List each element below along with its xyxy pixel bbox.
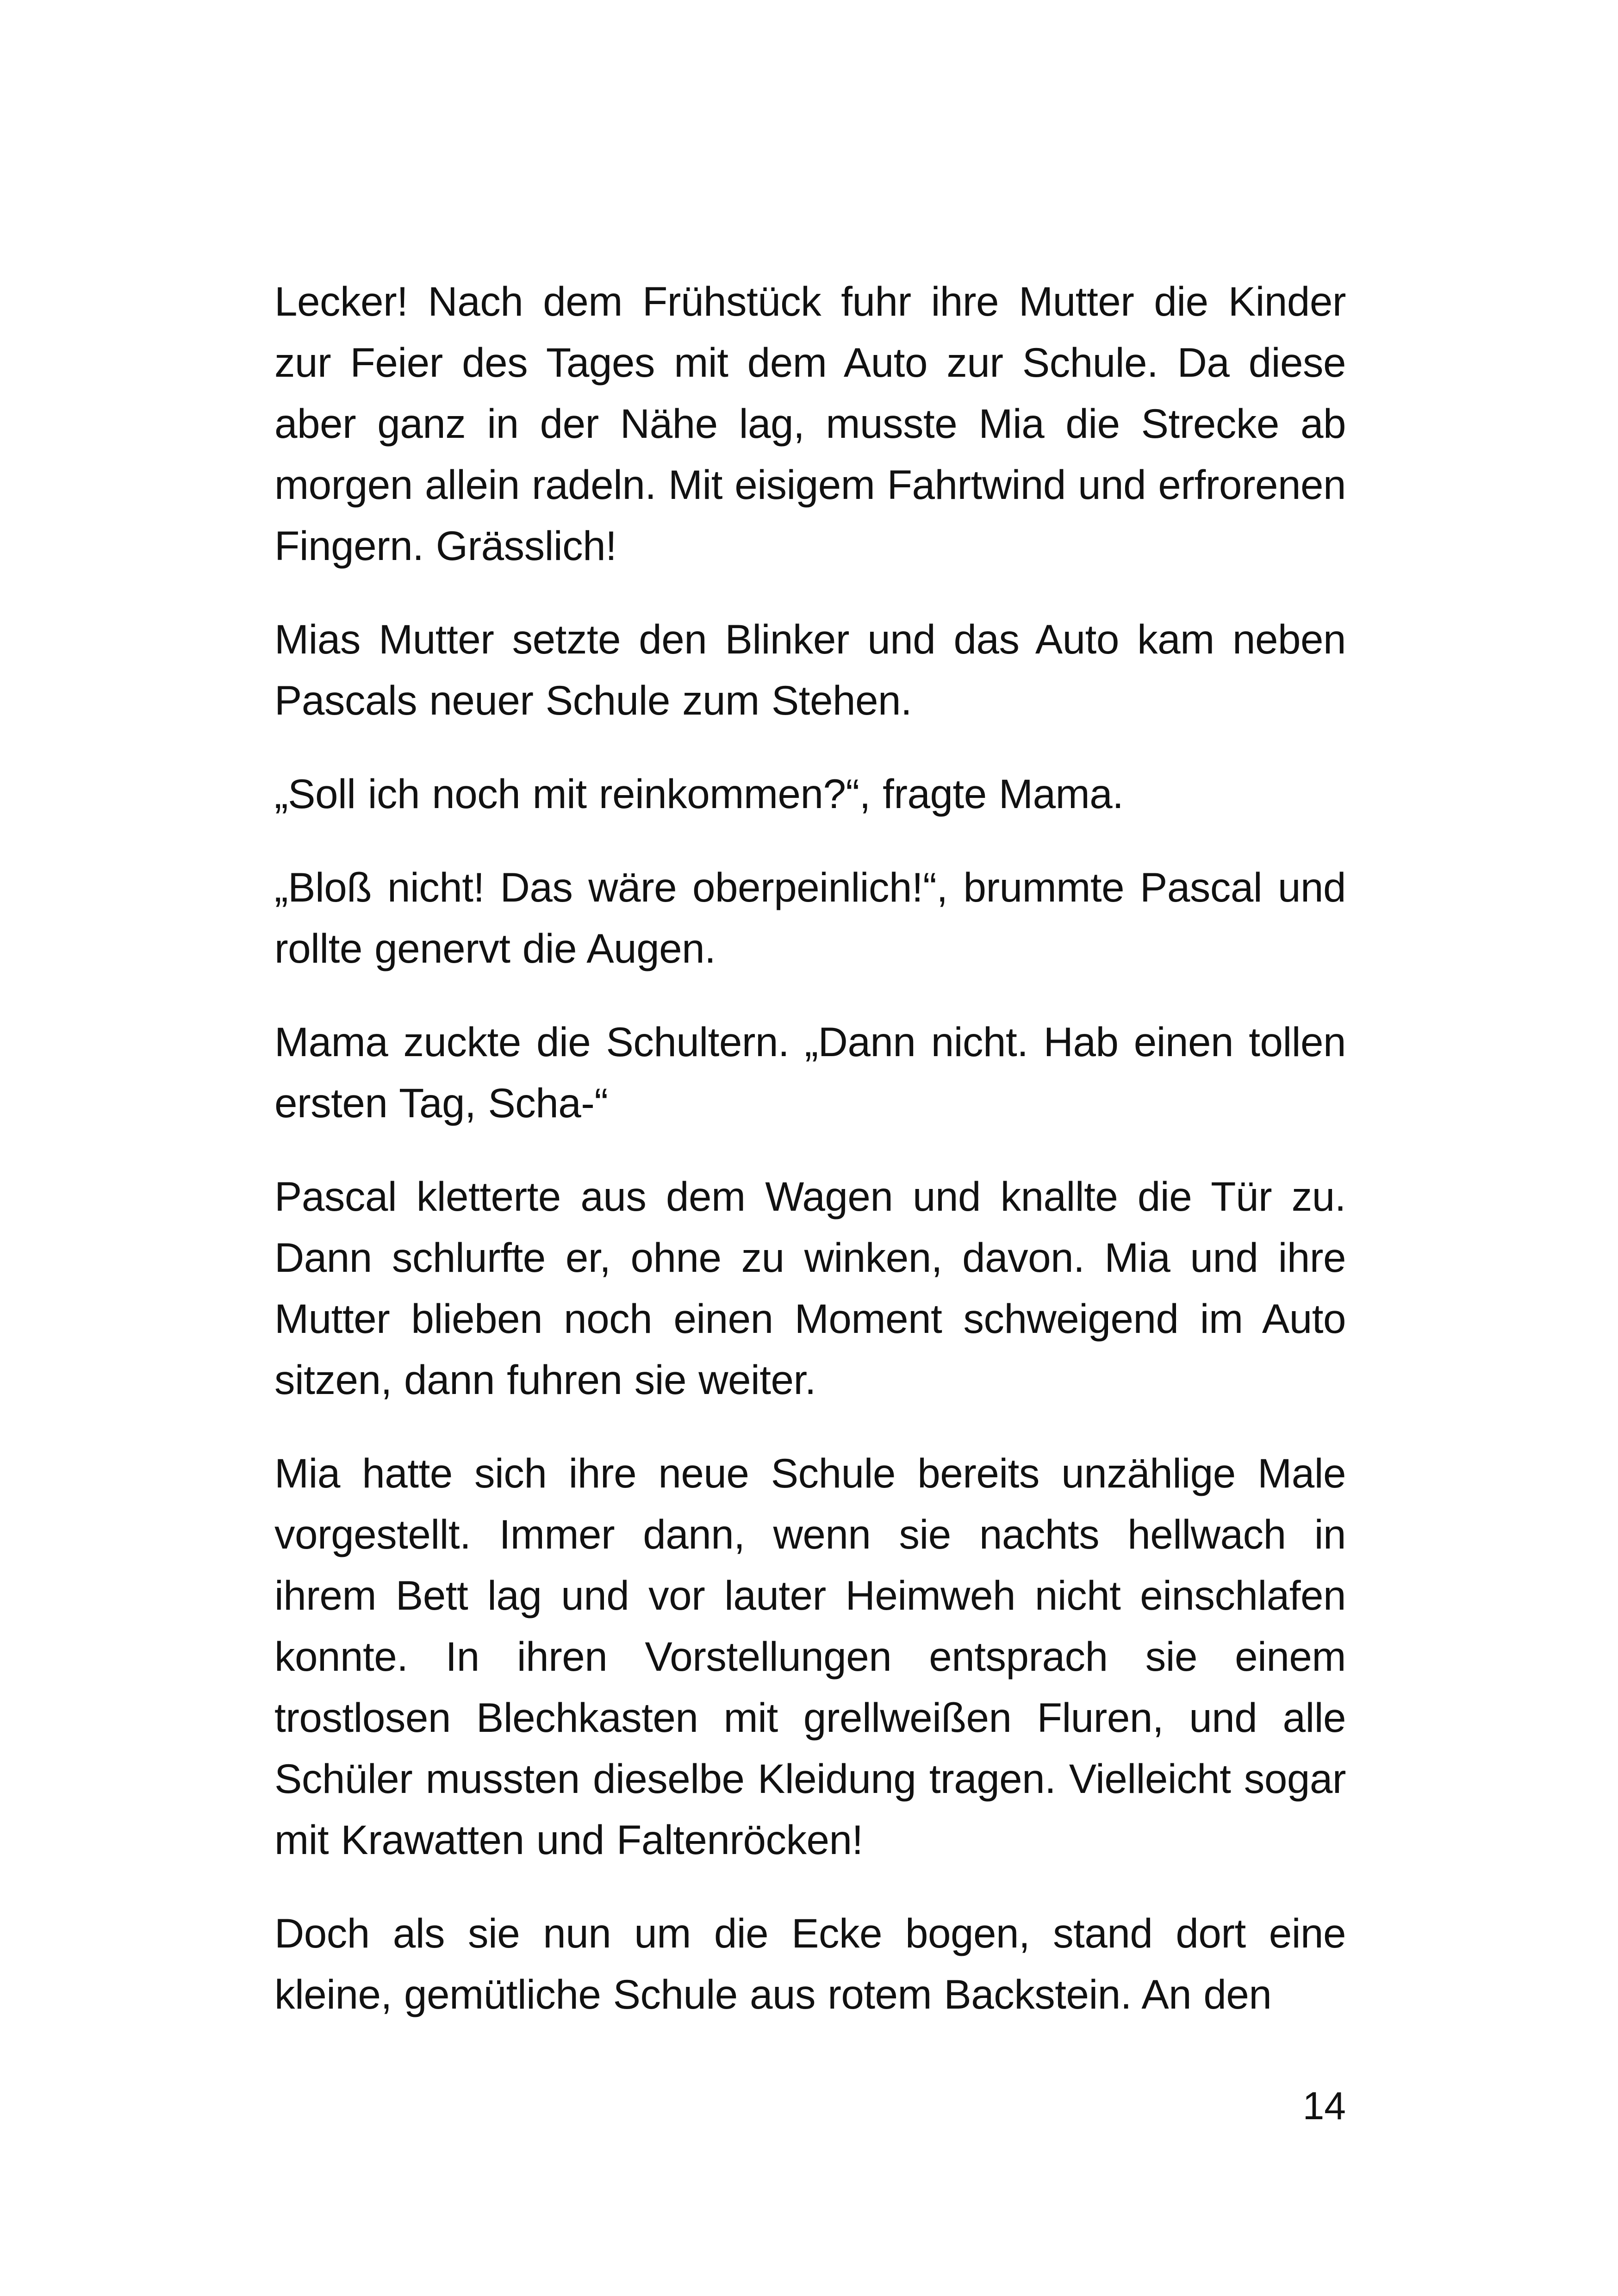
paragraph-5: Mama zuckte die Schultern. „Dann nicht. Hab einen tollen ersten Tag, Scha-“ xyxy=(274,1019,1346,1126)
paragraph-4: „Bloß nicht! Das wäre oberpeinlich!“, brummte Pascal und rollte genervt die Augen. xyxy=(274,864,1346,971)
paragraph-3: „Soll ich noch mit reinkommen?“, fragte Mama. xyxy=(274,771,1124,817)
paragraph-2: Mias Mutter setzte den Blinker und das Auto kam neben Pascals neuer Schule zum Stehen. xyxy=(274,616,1346,723)
paragraph-1: Lecker! Nach dem Frühstück fuhr ihre Mutter die Kinder zur Feier des Tages mit dem Auto zur Schule. Da diese aber ganz in der Nähe lag, musste Mia die Strecke ab morgen allein radeln. Mit eisigem Fahrtwind und erfrorenen Fingern. Grässlich! xyxy=(274,278,1346,569)
paragraph-7: Mia hatte sich ihre neue Schule bereits unzählige Male vorgestellt. Immer dann, wenn sie nachts hellwach in ihrem Bett lag und vor lauter Heimweh nicht einschlafen konnte. In ihren Vorstellungen entsprach sie einem trostlosen Blechkasten mit grellweißen Fluren, und alle Schüler mussten dieselbe Kleidung tragen. Vielleicht sogar mit Krawatten und Faltenröcken! xyxy=(274,1450,1346,1863)
page-number: 14 xyxy=(1302,2084,1346,2128)
paragraph-6: Pascal kletterte aus dem Wagen und knallte die Tür zu. Dann schlurfte er, ohne zu winken, davon. Mia und ihre Mutter blieben noch einen Moment schweigend im Auto sitzen, dann fuhren sie weiter. xyxy=(274,1173,1346,1403)
body-text xyxy=(274,271,1346,2025)
paragraph-8: Doch als sie nun um die Ecke bogen, stand dort eine kleine, gemütliche Schule aus rotem Backstein. An den xyxy=(274,1910,1346,2017)
